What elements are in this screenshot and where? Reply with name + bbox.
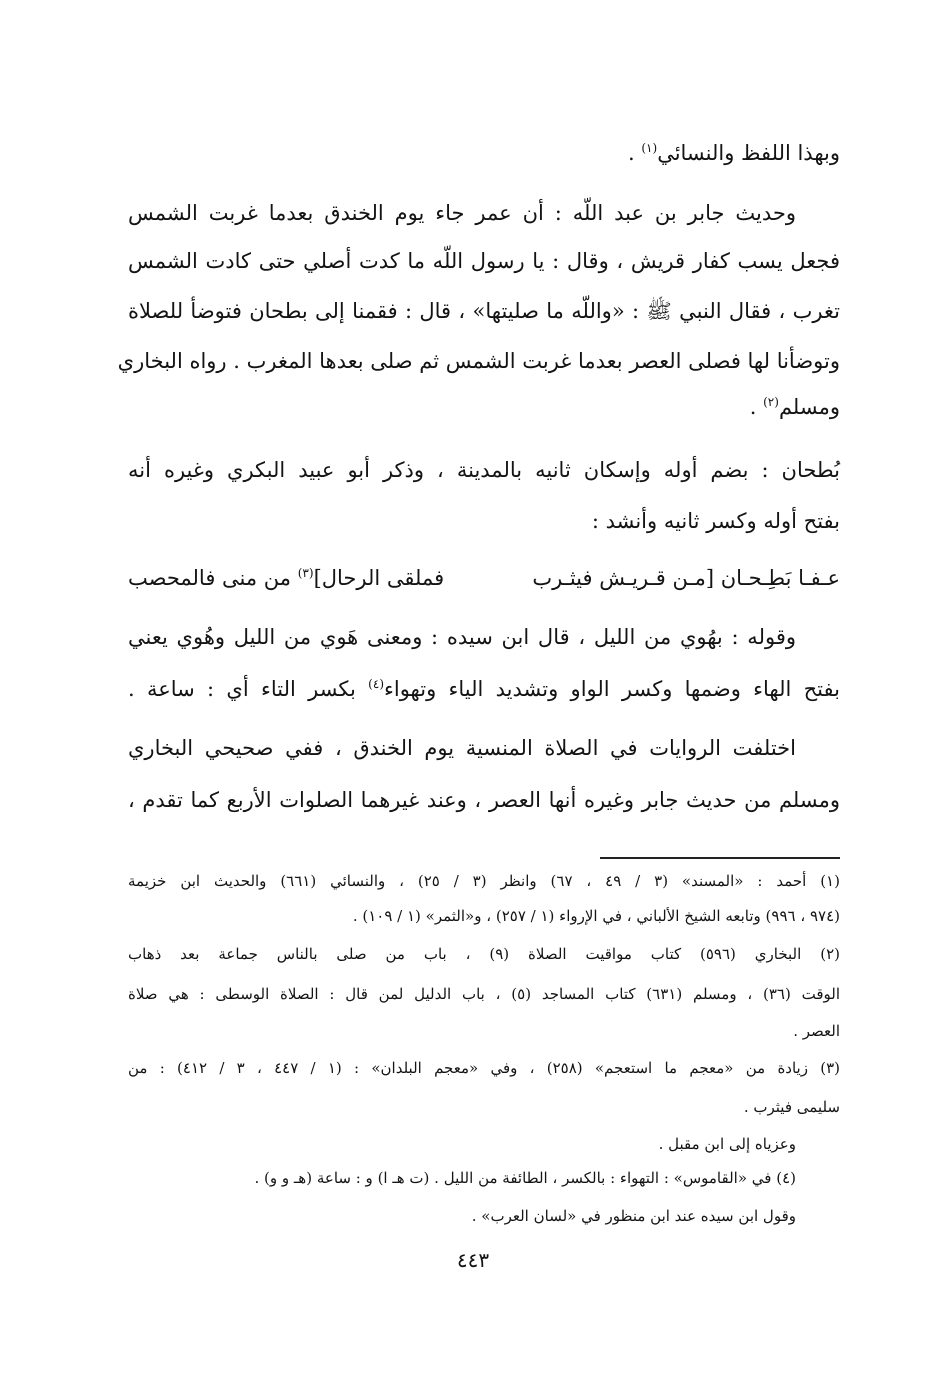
footnote-line: (٢) البخاري (٥٩٦) كتاب مواقيت الصلاة (٩) ، باب من صلى بالناس جماعة بعد ذهاب [128, 945, 840, 963]
poetry-verse [128, 563, 840, 595]
footnote-line: وقول ابن سيده عند ابن منظور في «لسان العرب» . [471, 1207, 796, 1225]
text-line: ومسلم من حديث جابر وغيره أنها العصر ، وعند غيرهما الصلوات الأربع كما تقدم ، [128, 788, 840, 812]
text-line: اختلفت الروايات في الصلاة المنسية يوم الخندق ، ففي صحيحي البخاري [128, 736, 796, 760]
footnote-line: (٣) زيادة من «معجم ما استعجم» (٢٥٨) ، وفي «معجم البلدان» : (١ / ٤٤٧ ، ٣ / ٤١٢) : من [128, 1059, 841, 1077]
footnote-line: (٤) في «القاموس» : التهواء : بالكسر ، الطائفة من الليل . (ت هـ ا) و : ساعة (هـ و و) . [254, 1169, 796, 1187]
text-line: ومسلم$^{(٢)}$ . [749, 395, 840, 419]
footnote-marker[interactable]: (٢) [763, 395, 779, 409]
footnote-line: العصر . [793, 1022, 840, 1040]
text-line: بُطحان : بضم أوله وإسكان ثانيه بالمدينة ، وذكر أبو عبيد البكري وغيره أنه [128, 458, 841, 482]
footnote-marker[interactable]: (١) [641, 141, 658, 155]
footnote-separator [600, 857, 840, 859]
footnote-marker[interactable]: (٤) [368, 677, 384, 691]
page-number: ٤٤٣ [456, 1248, 490, 1272]
verse-second-hemistich: فملقى الرحال]$^{(٣)}$ من منى فالمحصب [128, 566, 445, 590]
text-line: فجعل يسب كفار قريش ، وقال : يا رسول اللّه ما كدت أصلي حتى كادت الشمس [128, 249, 840, 273]
footnote-line: سليمى فيثرب . [743, 1098, 840, 1116]
text-line: بفتح أوله وكسر ثانيه وأنشد : [591, 509, 840, 533]
footnote-line: وعزياه إلى ابن مقبل . [658, 1135, 796, 1153]
text-line: وبهذا اللفظ والنسائي$^{(١)}$ . [627, 141, 840, 165]
footnote-line: (١) أحمد : «المسند» (٣ / ٤٩ ، ٦٧) وانظر (٣ / ٢٥) ، والنسائي (٦٦١) والحديث ابن خزيمة [128, 872, 840, 890]
verse-first-hemistich: عـفـا بَطِـحـان [مـن قـريـش فيثـرب [532, 566, 840, 590]
text-line: وقوله : بهُوي من الليل ، قال ابن سيده : ومعنى هَوي من الليل وهُوي يعني [128, 625, 796, 649]
text-line: وتوضأنا لها فصلى العصر بعدما غربت الشمس ثم صلى بعدها المغرب . رواه البخاري [117, 349, 840, 373]
text-line: بفتح الهاء وضمها وكسر الواو وتشديد الياء وتهواء$^{(٤)}$ بكسر التاء أي : ساعة . [128, 677, 840, 701]
footnote-line: (٩٧٤ ، ٩٩٦) وتابعه الشيخ الألباني ، في الإرواء (١ / ٢٥٧) ، و«الثمر» (١ / ١٠٩) . [352, 907, 840, 925]
footnote-marker[interactable]: (٣) [297, 566, 314, 580]
text-line: وحديث جابر بن عبد اللّه : أن عمر جاء يوم الخندق بعدما غربت الشمس [128, 201, 796, 225]
footnote-line: الوقت (٣٦) ، ومسلم (٦٣١) كتاب المساجد (٥) ، باب الدليل لمن قال : الصلاة الوسطى : هي صلاة [128, 985, 840, 1003]
text-line: تغرب ، فقال النبي ﷺ : «واللّه ما صليتها» ، قال : فقمنا إلى بطحان فتوضأ للصلاة [128, 299, 840, 323]
